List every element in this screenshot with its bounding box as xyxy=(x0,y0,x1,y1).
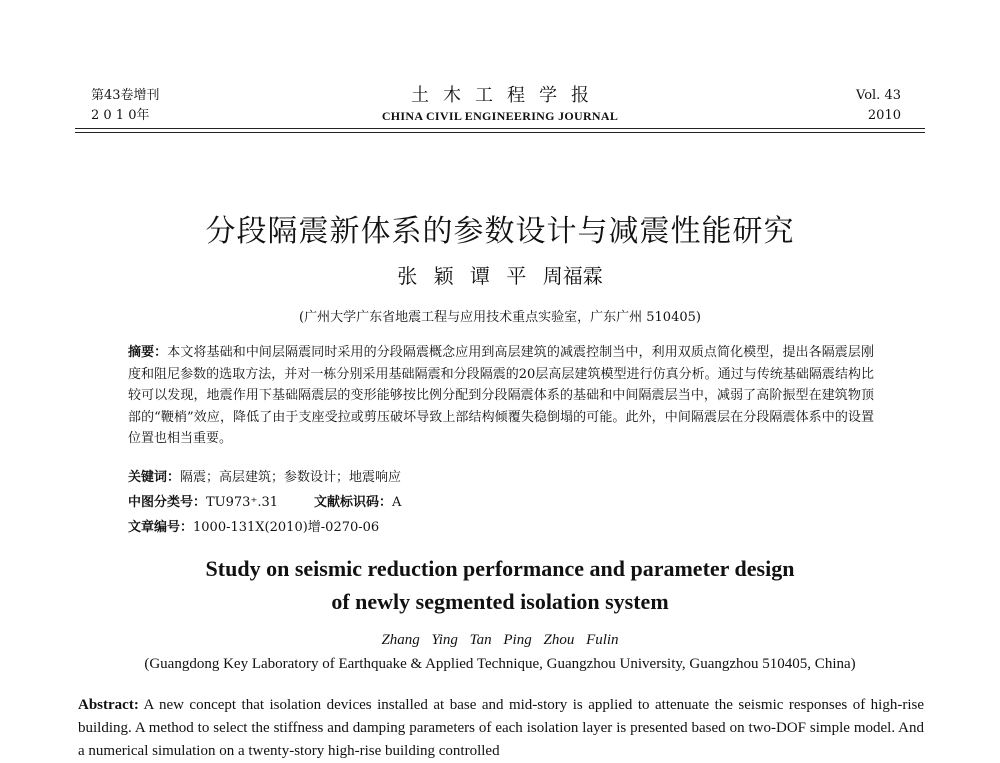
keywords-cn-text: 隔震；高层建筑；参数设计；地震响应 xyxy=(180,470,402,485)
paper-title-cn: 分段隔震新体系的参数设计与减震性能研究 xyxy=(205,214,795,249)
authors-cn: 张 颖 谭 平 周福霖 xyxy=(397,264,603,288)
header-rule-top xyxy=(75,128,925,129)
year-en: 2010 xyxy=(867,108,901,123)
abstract-en xyxy=(78,694,924,763)
journal-name xyxy=(75,86,925,126)
doc-code-label: 文献标识码： xyxy=(314,495,393,510)
volume-issue-en xyxy=(856,86,901,126)
journal-header xyxy=(75,86,925,134)
article-number xyxy=(128,516,379,535)
paper-title-en-line1: Study on seismic reduction performance and parameter design xyxy=(205,556,795,581)
year-cn: 2 0 1 0年 xyxy=(91,108,150,123)
header-rule-bottom xyxy=(75,132,925,133)
affiliation-en: (Guangdong Key Laboratory of Earthquake & Applied Technique, Guangzhou University, Guangzhou 510405, China) xyxy=(144,656,856,672)
paper-title-en xyxy=(0,552,1000,618)
volume-en: Vol. 43 xyxy=(856,88,901,103)
paper-title-en-line2: of newly segmented isolation system xyxy=(331,589,669,614)
article-number-label: 文章编号： xyxy=(128,520,194,535)
affiliation-cn: (广州大学广东省地震工程与应用技术重点实验室，广东广州 510405) xyxy=(299,310,701,325)
journal-name-en: CHINA CIVIL ENGINEERING JOURNAL xyxy=(381,109,619,123)
journal-name-cn: 土木工程学报 xyxy=(411,85,603,106)
keywords-cn xyxy=(128,466,401,485)
volume-cn: 第43卷增刊 xyxy=(91,88,160,103)
authors-en: Zhang Ying Tan Ping Zhou Fulin xyxy=(381,632,619,648)
abstract-cn-label: 摘要： xyxy=(128,345,168,360)
clc-label: 中图分类号： xyxy=(128,495,207,510)
abstract-en-label: Abstract: xyxy=(78,697,139,713)
abstract-en-text: A new concept that isolation devices installed at base and mid-story is applied to attenuate the seismic responses of high-rise building. A method to select the stiffness and damping parameters of each isolation layer is presented based on two-DOF simple model. And a numerical simulation on a twenty-story high-rise building controlled xyxy=(78,697,924,759)
abstract-cn-text: 本文将基础和中间层隔震同时采用的分段隔震概念应用到高层建筑的减震控制当中，利用双质点简化模型，提出各隔震层刚度和阻尼参数的选取方法，并对一栋分别采用基础隔震和分段隔震的20层高层建筑模型进行仿真分析。通过与传统基础隔震结构比较可以发现，地震作用下基础隔震层的变形能够按比例分配到分段隔震体系的基础和中间隔震层当中，减弱了高阶振型在建筑物顶部的“鞭梢”效应，降低了由于支座受拉或剪压破坏导致上部结构倾覆失稳倒塌的可能。此外，中间隔震层在分段隔震体系中的设置位置也相当重要。 xyxy=(128,345,874,446)
doc-code-value: A xyxy=(392,495,402,510)
classification-line xyxy=(128,491,401,510)
clc-value: TU973⁺.31 xyxy=(206,495,278,510)
abstract-cn xyxy=(128,342,874,450)
article-number-value: 1000-131X(2010)增-0270-06 xyxy=(193,520,380,535)
keywords-cn-label: 关键词： xyxy=(128,470,181,485)
